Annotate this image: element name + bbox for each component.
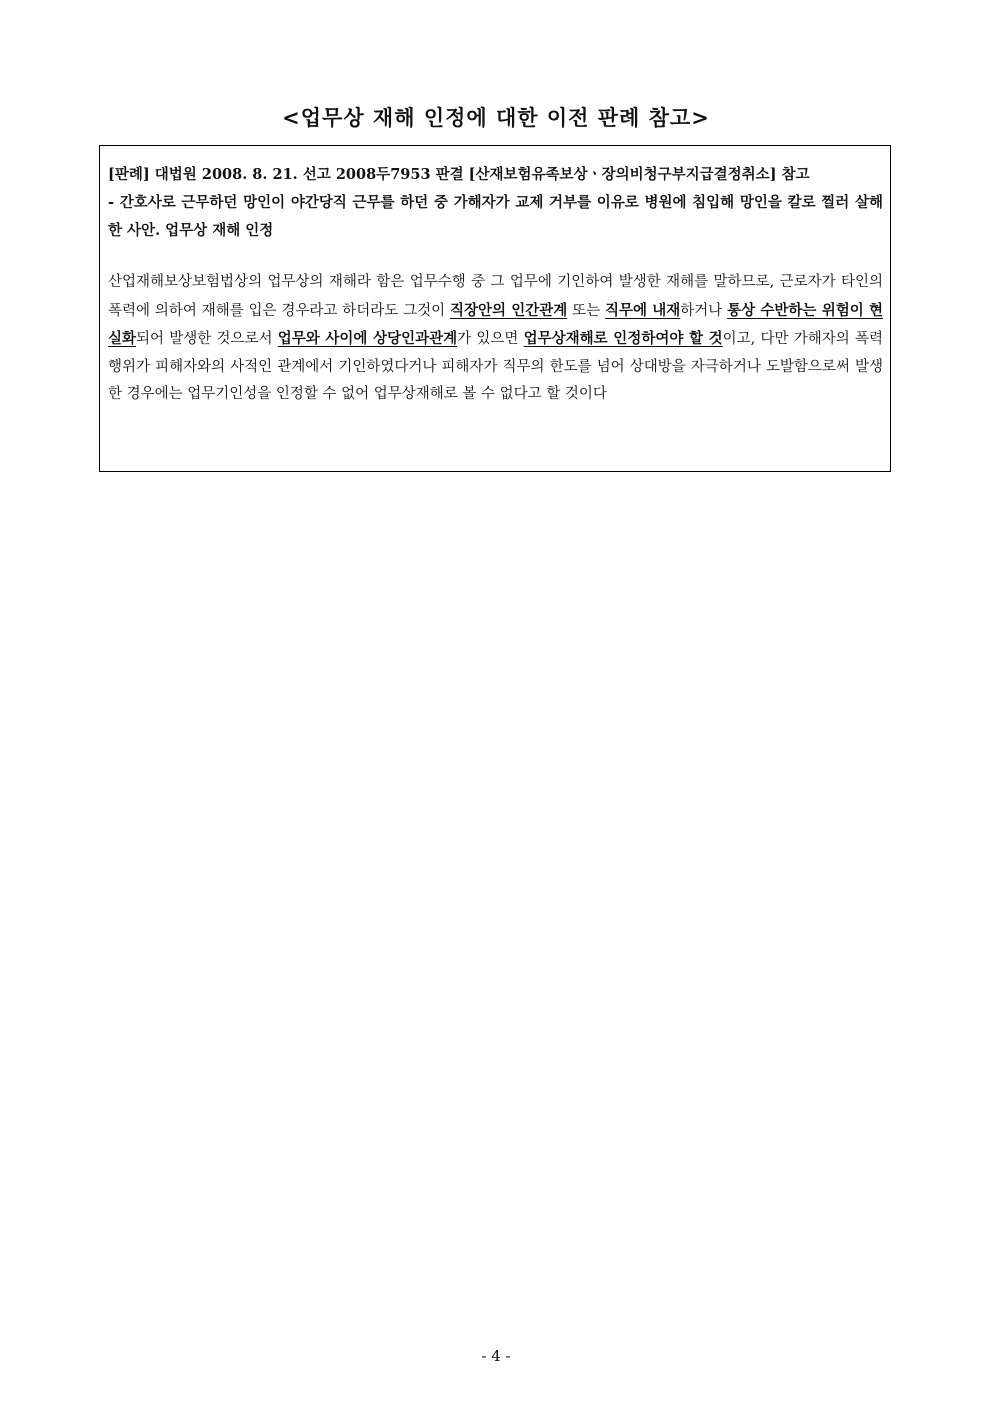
case-reference-box xyxy=(99,145,891,472)
holding-emphasis: 업무상재해로 인정하여야 할 것 xyxy=(523,330,723,347)
holding-text: 하거나 xyxy=(680,302,728,319)
holding-emphasis: 직무에 내재 xyxy=(604,301,681,319)
holding-text: 또는 xyxy=(567,302,605,319)
holding-text: 산업재해보상보험법상의 업무상의 재해라 함은 업무수행 중 그 업무에 기인하여 발생한 재해를 말하므로, 근로자가 타인의 폭력에 의하여 재해를 입은 경우라고 하더라도 그것이 xyxy=(108,274,883,319)
holding-emphasis: 업무와 사이에 상당인과관계 xyxy=(277,330,458,347)
case-holding xyxy=(108,269,883,409)
holding-text: 가 있으면 xyxy=(457,331,524,347)
holding-emphasis: 통상 수반하는 위험이 현실화 xyxy=(108,301,883,347)
case-citation: [판례] 대법원 2008. 8. 21. 선고 2008두7953 판결 [산재보험유족보상ㆍ장의비청구부지급결정취소] 참고 xyxy=(108,166,810,183)
holding-text: 되어 발생한 것으로서 xyxy=(136,331,278,347)
holding-text: 이고, 다만 가해자의 폭력행위가 피해자와의 사적인 관계에서 기인하였다거나 피해자가 직무의 한도를 넘어 상대방을 자극하거나 도발함으로써 발생한 경우에는 업무기인성을 인정할 수 없어 업무상재해로 볼 수 없다고 할 것이다 xyxy=(108,331,884,402)
case-summary: - 간호사로 근무하던 망인이 야간당직 근무를 하던 중 가해자가 교제 거부를 이유로 병원에 침입해 망인을 칼로 찔러 살해한 사안. 업무상 재해 인정 xyxy=(108,194,883,239)
page-number: - 4 - xyxy=(481,1347,511,1365)
page-title: <업무상 재해 인정에 대한 이전 판례 참고> xyxy=(282,105,710,130)
holding-emphasis: 직장안의 인간관계 xyxy=(449,301,568,319)
